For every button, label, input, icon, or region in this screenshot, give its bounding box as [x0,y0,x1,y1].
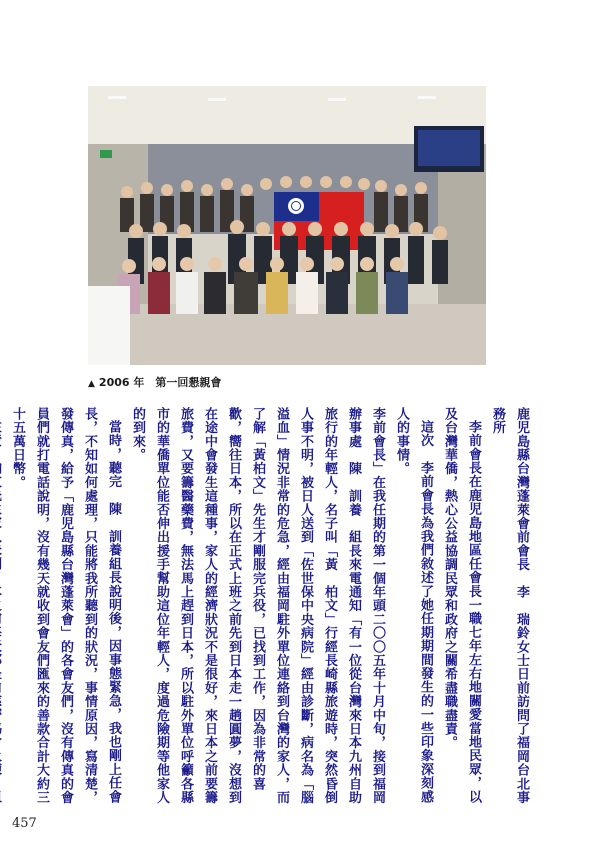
paragraph: 這次 李前會長為我們敘述了她任期期間發生的一些印象深刻感人的事情。 [394,407,433,804]
caption-text: 2006 年 第一回懇親會 [98,376,222,389]
paragraph: 當時，聽完 陳 訓養組長說明後，因事態緊急，我也剛上任會長，不知如何處理，只能將我所聽到的狀況，事情原因，寫清楚，發傳真，給予「鹿児島縣台灣蓬萊會」的各會友們，沒有傳真的會員們就打電話說明，沒有幾天就收到會友們匯來的善款合計大約三十五萬日幣。 [10,407,121,805]
paragraph-title: 鹿児島縣台灣蓬萊會前會長 李 瑞鈴女士日前訪問了福岡台北事務所 [490,407,529,805]
paragraph [0,407,5,809]
paragraph: 李前會長在鹿児島地區任會長一職七年左右地關愛當地民眾，以及台灣華僑，熱心公益協調民眾和政府之關希盡職盡責。 [442,407,481,804]
group-photo [88,86,486,365]
photo-caption [88,374,221,390]
group-photo-illustration [88,86,486,365]
exit-sign [100,150,112,158]
caption-marker-icon: ▲ [88,379,95,389]
paragraph: 李前會長」在我任期的第一個年頭二〇〇五年十月中旬，接到福岡辦事處 陳 訓養 組長來電通知「有一位從台灣來日本九州自助旅行的年輕人，名子叫「黃 柏文」行經長崎縣旅遊時，突然昏倒人事不明，被日人送到「佐世保中央病院」經由診斷，病名為「腦溢血」情況非常的危急，經由福岡駐外單位連絡到台灣的家人，而了解「黃柏文」先生才剛服完兵役，已找到工作，因為非常的喜歡，嚮往日本，所以在正式上班之前先到日本走一趟圓夢，沒想到在途中會發生這種事，家人的經濟狀況不是很好，來日本之前要籌旅費，又要籌醫藥費，無法馬上趕到日本，所以駐外單位呼籲各縣市的華僑單位能否伸出援手幫助這位年輕人，度過危險期等他家人的到來。 [130,407,385,805]
table [88,286,130,365]
article-body [10,407,533,809]
page-number: 457 [12,816,37,831]
